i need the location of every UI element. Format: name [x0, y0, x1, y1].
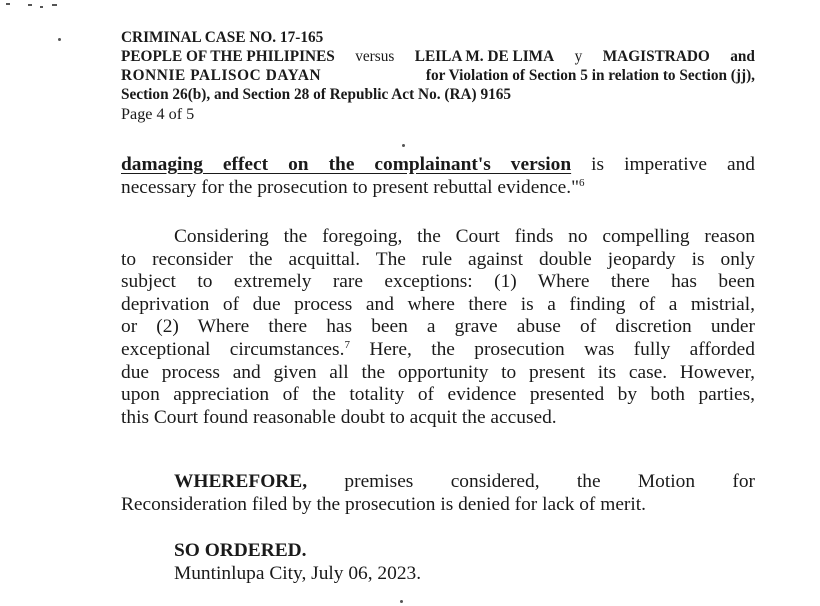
case-title-line-2 [121, 66, 755, 85]
place-and-date: Muntinlupa City, July 06, 2023. [174, 562, 422, 584]
scan-mark [52, 4, 57, 6]
body-line [121, 154, 755, 177]
body-line: subject to extremely rare exceptions: (1) Where there has been [121, 271, 755, 293]
case-accused-2: RONNIE PALISOC DAYAN [121, 67, 322, 84]
body-line: upon appreciation of the totality of evidence presented by both parties, [121, 384, 755, 406]
case-violation: for Violation of Section 5 in relation to Section (jj), [425, 67, 755, 84]
body-line: to reconsider the acquittal. The rule against double jeopardy is only [121, 248, 755, 270]
case-header [121, 28, 761, 124]
footnote-ref-7: 7 [344, 338, 350, 351]
case-versus: versus [355, 48, 395, 65]
page-number: Page 4 of 5 [121, 105, 195, 123]
footnote-ref-6: 6 [579, 176, 585, 189]
case-accused-1: LEILA M. DE LIMA [414, 48, 555, 65]
case-and: and [730, 48, 755, 65]
so-ordered: SO ORDERED. [174, 540, 307, 561]
case-title-line-1 [121, 47, 755, 66]
body-text: is imperative and [571, 154, 755, 175]
body-line: due process and given all the opportunity to present its case. However, [121, 361, 755, 383]
body-line [121, 471, 755, 494]
scan-mark [28, 4, 32, 6]
body-text: exceptional circumstances. [121, 338, 345, 360]
paragraph-reasoning [121, 226, 755, 429]
scan-mark [6, 3, 10, 5]
body-line: Reconsideration filed by the prosecution is denied for lack of merit. [121, 493, 647, 515]
body-text: necessary for the prosecution to present rebuttal evidence." [121, 176, 580, 198]
scan-mark [40, 6, 43, 8]
underlined-phrase: damaging effect on the complainant's version [121, 154, 572, 175]
body-line: or (2) Where there has been a grave abuse of discretion under [121, 316, 755, 338]
scan-dot [402, 144, 405, 147]
body-line [121, 177, 755, 200]
body-line: this Court found reasonable doubt to acquit the accused. [121, 406, 557, 428]
wherefore-label: WHEREFORE, [174, 471, 308, 492]
case-y: y [574, 48, 583, 65]
case-number: CRIMINAL CASE NO. 17-165 [121, 29, 324, 46]
scan-dot [58, 38, 61, 41]
case-accused-1-surname: MAGISTRADO [602, 48, 710, 65]
paragraph-continuation [121, 154, 755, 199]
body-line: Considering the foregoing, the Court finds no compelling reason [174, 226, 755, 247]
body-line [121, 339, 755, 362]
closing-block [121, 540, 755, 585]
case-parties-people: PEOPLE OF THE PHILIPINES [121, 48, 335, 65]
case-title-line-3: Section 26(b), and Section 28 of Republic Act No. (RA) 9165 [121, 86, 512, 103]
body-text: Here, the prosecution was fully afforded [349, 338, 755, 360]
body-text: premises considered, the Motion for [344, 471, 755, 492]
scan-dot [400, 600, 403, 603]
paragraph-dispositive [121, 471, 755, 516]
body-line: deprivation of due process and where there is a finding of a mistrial, [121, 293, 755, 315]
